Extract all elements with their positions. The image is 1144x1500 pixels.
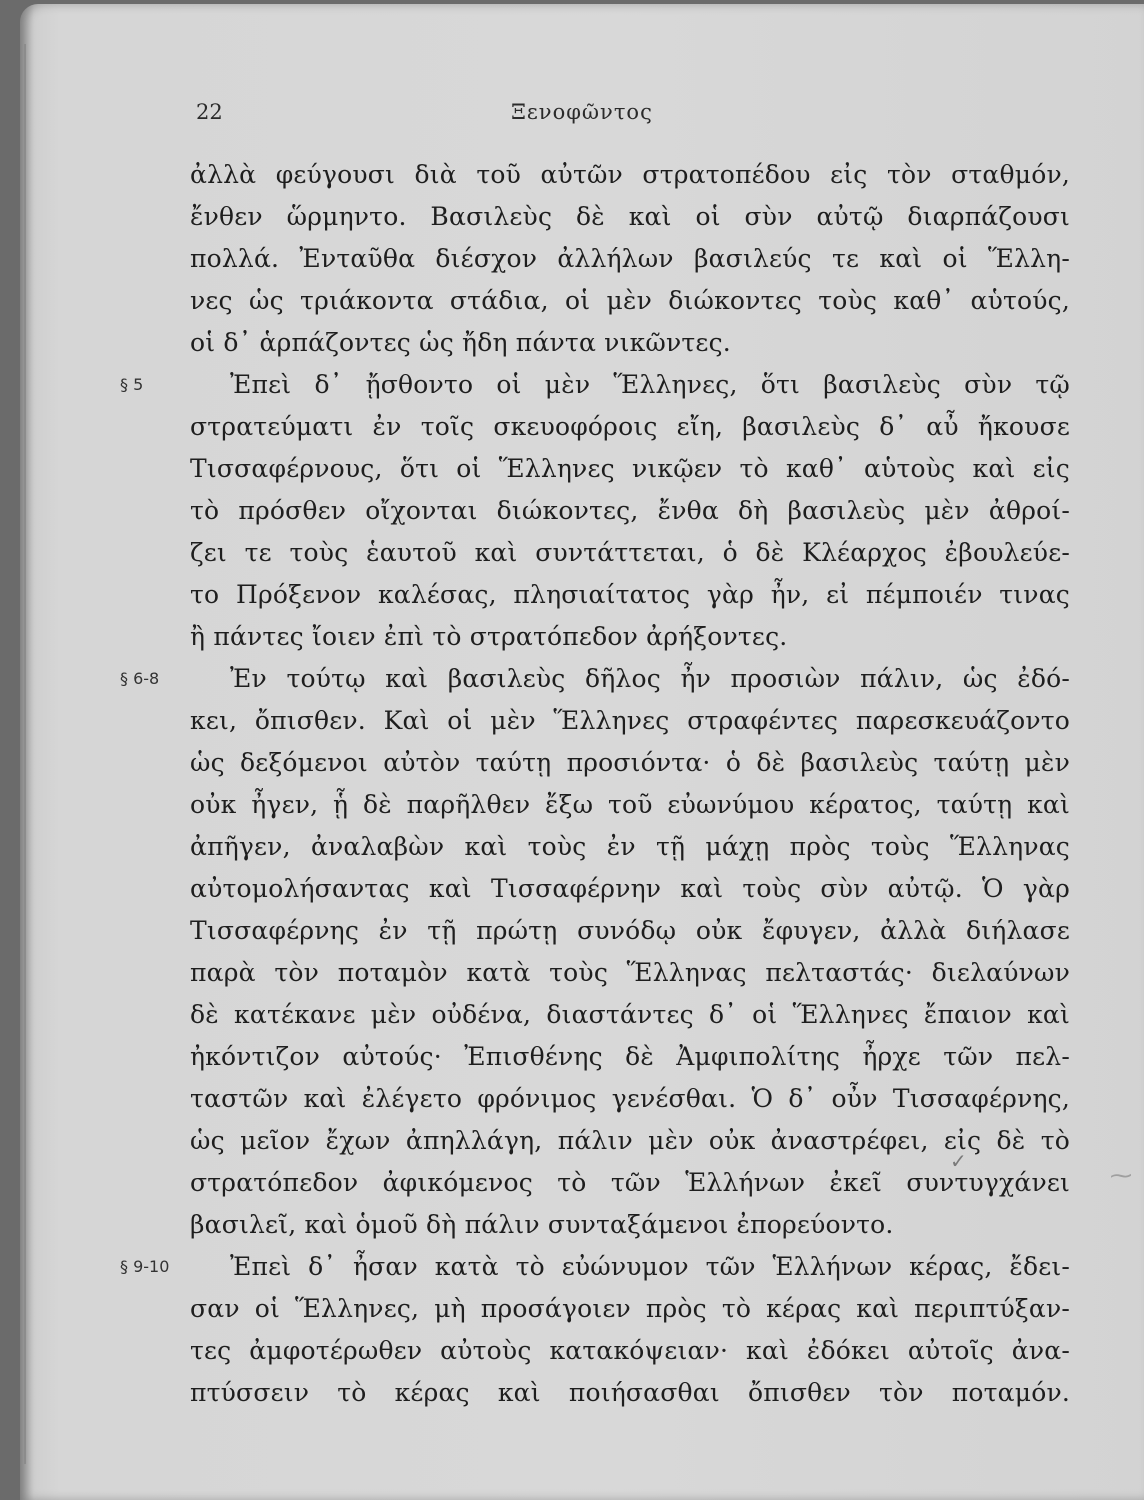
line-text: βασιλεῖ, καὶ ὁμοῦ δὴ πάλιν συνταξάμενοι ἐπορεύοντο. <box>190 1210 894 1239</box>
text-line <box>120 364 1070 406</box>
line-text: νες ὡς τριάκοντα στάδια, οἱ μὲν διώκοντες τοὺς καθ᾽ αὑτούς, <box>190 286 1070 315</box>
text-line <box>190 1036 1070 1078</box>
line-text: στρατεύματι ἐν τοῖς σκευοφόροις εἴη, βασιλεὺς δ᾽ αὖ ἤκουσε <box>190 412 1070 441</box>
line-text: αὐτομολήσαντας καὶ Τισσαφέρνην καὶ τοὺς σὺν αὐτῷ. Ὁ γὰρ <box>190 874 1070 903</box>
text-line <box>190 532 1070 574</box>
line-text: τὸ πρόσθεν οἴχονται διώκοντες, ἔνθα δὴ βασιλεὺς μὲν ἀθροί- <box>190 496 1070 525</box>
text-line <box>190 910 1070 952</box>
line-text: ὡς μεῖον ἔχων ἀπηλλάγη, πάλιν μὲν οὐκ ἀναστρέφει, εἰς δὲ τὸ <box>190 1126 1070 1155</box>
line-text: οὐκ ἦγεν, ᾗ δὲ παρῆλθεν ἔξω τοῦ εὐωνύμου κέρατος, ταύτῃ καὶ <box>190 790 1070 819</box>
line-text: παρὰ τὸν ποταμὸν κατὰ τοὺς Ἕλληνας πελταστάς· διελαύνων <box>190 958 1070 987</box>
text-line <box>190 994 1070 1036</box>
line-text: Ἐπεὶ δ᾽ ἦσαν κατὰ τὸ εὐώνυμον τῶν Ἑλλήνων κέρας, ἔδει- <box>230 1252 1070 1281</box>
line-text: ζει τε τοὺς ἑαυτοῦ καὶ συντάττεται, ὁ δὲ Κλέαρχος ἐβουλεύε- <box>190 538 1070 567</box>
text-line <box>120 1246 1070 1288</box>
text-line <box>190 784 1070 826</box>
line-text: στρατόπεδον ἀφικόμενος τὸ τῶν Ἑλλήνων ἐκεῖ συντυγχάνει <box>190 1168 1070 1197</box>
line-text: κει, ὄπισθεν. Καὶ οἱ μὲν Ἕλληνες στραφέντες παρεσκευάζοντο <box>190 706 1070 735</box>
text-line <box>190 1330 1070 1372</box>
text-line <box>190 1204 1070 1246</box>
body-text <box>120 154 1070 1414</box>
pencil-annotation-mark: ✓ <box>950 1149 967 1173</box>
text-line <box>190 868 1070 910</box>
line-text: Τισσαφέρνης ἐν τῇ πρώτῃ συνόδῳ οὐκ ἔφυγεν, ἀλλὰ διήλασε <box>190 916 1070 945</box>
line-text: πολλά. Ἐνταῦθα διέσχον ἀλλήλων βασιλεύς τε καὶ οἱ Ἕλλη- <box>190 244 1070 273</box>
text-line <box>190 826 1070 868</box>
line-text: τες ἀμφοτέρωθεν αὐτοὺς κατακόψειαν· καὶ ἐδόκει αὐτοῖς ἀνα- <box>190 1336 1070 1365</box>
text-line <box>190 196 1070 238</box>
page-edge-shadow <box>24 44 26 1464</box>
line-text: Ἐπεὶ δ᾽ ᾔσθοντο οἱ μὲν Ἕλληνες, ὅτι βασιλεὺς σὺν τῷ <box>230 370 1070 399</box>
line-text: το Πρόξενον καλέσας, πλησιαίτατος γὰρ ἦν, εἰ πέμποιέν τινας <box>190 580 1070 609</box>
line-text: δὲ κατέκανε μὲν οὐδένα, διαστάντες δ᾽ οἱ Ἕλληνες ἔπαιον καὶ <box>190 1000 1070 1029</box>
text-line <box>190 1162 1070 1204</box>
page-sheet <box>20 4 1144 1500</box>
text-line <box>190 742 1070 784</box>
text-line <box>190 406 1070 448</box>
text-line <box>190 490 1070 532</box>
line-text: ἀλλὰ φεύγουσι διὰ τοῦ αὐτῶν στρατοπέδου εἰς τὸν σταθμόν, <box>190 160 1070 189</box>
line-text: σαν οἱ Ἕλληνες, μὴ προσάγοιεν πρὸς τὸ κέρας καὶ περιπτύξαν- <box>190 1294 1070 1323</box>
text-line <box>190 238 1070 280</box>
margin-pencil-scribble: ⁓ <box>1110 1164 1132 1189</box>
text-line <box>190 1288 1070 1330</box>
text-line <box>190 448 1070 490</box>
line-text: ἠκόντιζον αὐτούς· Ἐπισθένης δὲ Ἀμφιπολίτης ἦρχε τῶν πελ- <box>190 1042 1070 1071</box>
line-text: ἔνθεν ὥρμηντο. Βασιλεὺς δὲ καὶ οἱ σὺν αὐτῷ διαρπάζουσι <box>190 202 1070 231</box>
section-marker: § 5 <box>120 375 144 394</box>
page-header <box>20 100 1144 134</box>
page-number: 22 <box>196 100 223 124</box>
section-marker: § 6-8 <box>120 669 160 688</box>
line-text: ὡς δεξόμενοι αὐτὸν ταύτῃ προσιόντα· ὁ δὲ βασιλεὺς ταύτῃ μὲν <box>190 748 1070 777</box>
line-text: ἢ πάντες ἴοιεν ἐπὶ τὸ στρατόπεδον ἀρήξοντες. <box>190 622 788 651</box>
line-text: Τισσαφέρνους, ὅτι οἱ Ἕλληνες νικῷεν τὸ καθ᾽ αὑτοὺς καὶ εἰς <box>190 454 1070 483</box>
text-line <box>190 280 1070 322</box>
text-line <box>190 322 1070 364</box>
line-text: ταστῶν καὶ ἐλέγετο φρόνιμος γενέσθαι. Ὁ δ᾽ οὖν Τισσαφέρνης, <box>190 1084 1070 1113</box>
running-title: Ξενοφῶντος <box>511 100 653 124</box>
line-text: πτύσσειν τὸ κέρας καὶ ποιήσασθαι ὄπισθεν τὸν ποταμόν. <box>190 1378 1070 1407</box>
line-text: Ἐν τούτῳ καὶ βασιλεὺς δῆλος ἦν προσιὼν πάλιν, ὡς ἐδό- <box>230 664 1070 693</box>
line-text: οἱ δ᾽ ἁρπάζοντες ὡς ἤδη πάντα νικῶντες. <box>190 328 731 357</box>
text-line <box>190 1372 1070 1414</box>
text-line <box>190 616 1070 658</box>
text-line <box>120 658 1070 700</box>
section-marker: § 9-10 <box>120 1257 170 1276</box>
text-line <box>190 574 1070 616</box>
text-line <box>190 154 1070 196</box>
text-line <box>190 1078 1070 1120</box>
text-line <box>190 700 1070 742</box>
line-text: ἀπῆγεν, ἀναλαβὼν καὶ τοὺς ἐν τῇ μάχῃ πρὸς τοὺς Ἕλληνας <box>190 832 1070 861</box>
text-line <box>190 952 1070 994</box>
text-line <box>190 1120 1070 1162</box>
